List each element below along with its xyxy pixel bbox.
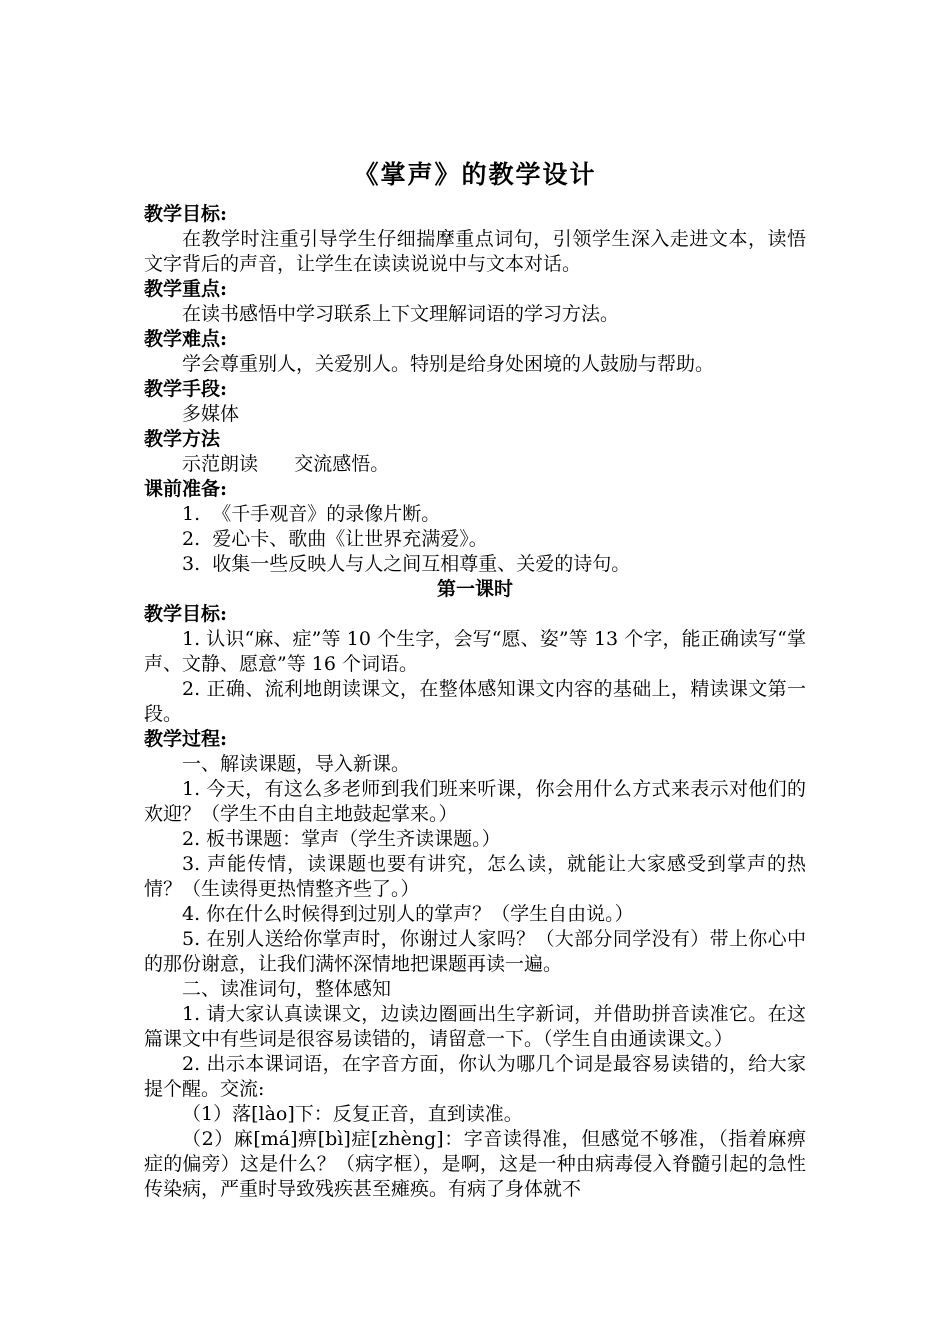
process-item: 1. 请大家认真读课文，边读边圈画出生字新词，并借助拼音读准它。在这篇课文中有些词是很容易读错的，请留意一下。（学生自由通读课文。） [144,1003,806,1050]
teaching-method-heading: 教学方法 [144,428,221,450]
process-item: （1）落[lào]下：反复正音，直到读准。 [182,1103,523,1125]
preparation-item: 3. 收集一些反映人与人之间互相尊重、关爱的诗句。 [182,553,631,575]
lesson-goal-item: 2. 正确、流利地朗读课文，在整体感知课文内容的基础上，精读课文第一段。 [144,678,806,725]
preparation-item: 1. 《千手观音》的录像片断。 [182,503,441,525]
process-item: 一、解读课题，导入新课。 [182,753,411,775]
teaching-goal-heading: 教学目标: [144,203,228,225]
preparation-heading: 课前准备: [144,478,228,500]
lesson-one-heading: 第一课时 [436,578,513,600]
preparation-item: 2. 爱心卡、歌曲《让世界充满爱》。 [182,528,488,550]
lesson-goal-item: 1. 认识“麻、症”等 10 个生字，会写“愿、姿”等 13 个字，能正确读写“掌声、文静、愿意”等 16 个词语。 [144,628,806,675]
process-item: 4. 你在什么时候得到过别人的掌声？（学生自由说。） [182,903,634,925]
teaching-difficulty-heading: 教学难点: [144,328,228,350]
process-item: 二、读准词句，整体感知 [182,978,392,1000]
document-title: 《掌声》的教学设计 [353,160,597,189]
process-item: 1. 今天，有这么多老师到我们班来听课，你会用什么方式来表示对他们的欢迎？（学生不由自主地鼓起掌来。） [144,778,806,825]
teaching-method-text: 示范朗读 交流感悟。 [182,453,390,475]
teaching-difficulty-text: 学会尊重别人，关爱别人。特别是给身处困境的人鼓励与帮助。 [182,353,715,375]
process-item: 2. 出示本课词语，在字音方面，你认为哪几个词是最容易读错的，给大家提个醒。交流: [144,1053,806,1100]
process-item: 2. 板书课题：掌声（学生齐读课题。） [182,828,501,850]
teaching-key-text: 在读书感悟中学习联系上下文理解词语的学习方法。 [182,303,620,325]
process-item: 3. 声能传情，读课题也要有讲究，怎么读，就能让大家感受到掌声的热情？（生读得更热情整齐些了。） [144,853,806,900]
teaching-goal-text: 在教学时注重引导学生仔细揣摩重点词句，引领学生深入走进文本，读悟文字背后的声音，让学生在读读说说中与文本对话。 [144,228,806,275]
process-item: 5. 在别人送给你掌声时，你谢过人家吗？（大部分同学没有）带上你心中的那份谢意，让我们满怀深情地把课题再读一遍。 [144,928,806,975]
process-heading: 教学过程: [144,728,228,750]
teaching-means-text: 多媒体 [182,403,240,425]
process-item: （2）麻[má]痹[bì]症[zhèng]：字音读得准，但感觉不够准，（指着麻痹症的偏旁）这是什么？（病字框），是啊，这是一种由病毒侵入脊髓引起的急性传染病，严重时导致残疾甚至瘫痪。有病了身体就不 [144,1128,806,1200]
teaching-means-heading: 教学手段: [144,378,228,400]
document-page [144,150,806,1202]
lesson-goal-heading: 教学目标: [144,603,228,625]
teaching-key-heading: 教学重点: [144,278,228,300]
